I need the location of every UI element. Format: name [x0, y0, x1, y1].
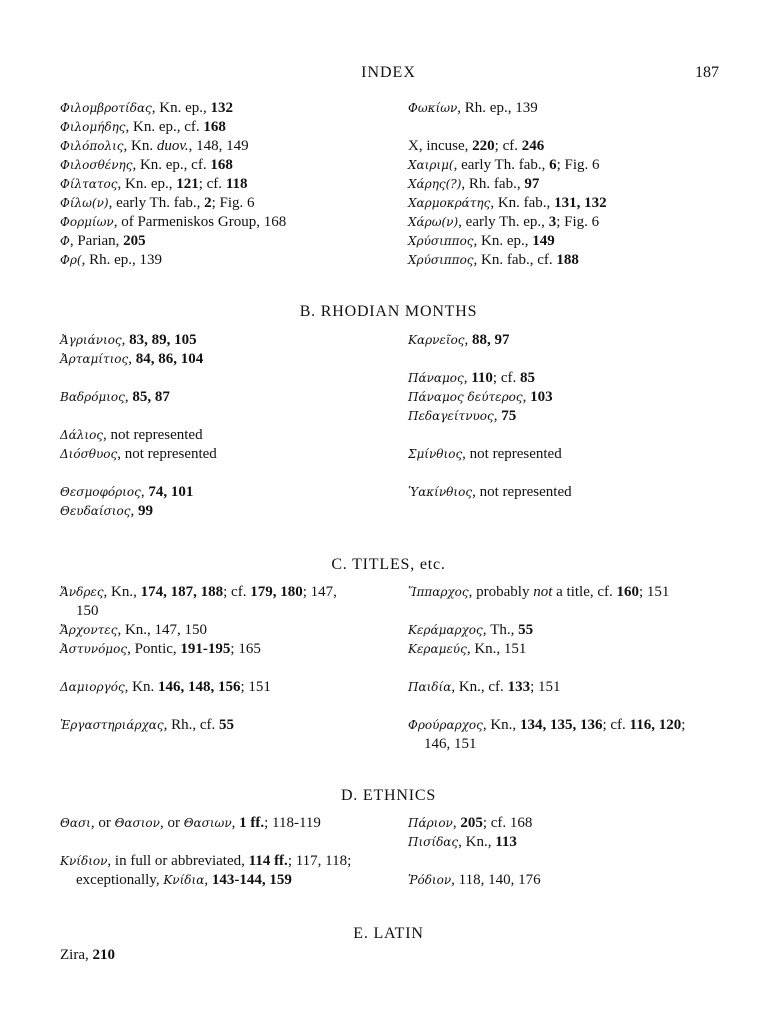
greek-headword: Χάρω(ν) [408, 215, 459, 229]
section-c-heading: C. TITLES, etc. [331, 556, 446, 573]
index-entry [408, 99, 748, 118]
greek-headword: Φιλοσθένης [60, 158, 133, 172]
index-entry [408, 735, 748, 754]
index-entry [408, 407, 748, 426]
greek-headword: Χαιριμ( [408, 158, 454, 172]
index-entry [60, 118, 400, 137]
entry-text: , in full or abbreviated, [107, 853, 249, 869]
index-entry [408, 483, 748, 502]
entry-text: , not represented [117, 446, 217, 462]
greek-headword: Παιδία [408, 680, 452, 694]
entry-spacer [60, 407, 400, 426]
index-entry [408, 388, 748, 407]
entry-text: , Kn. ep., cf. [132, 157, 211, 173]
index-entry [60, 602, 400, 621]
index-entry [408, 445, 748, 464]
entry-text: , [124, 389, 133, 405]
greek-headword: Ἀστυνόμος [60, 642, 128, 656]
entry-spacer [60, 659, 400, 678]
index-entry [60, 175, 400, 194]
bold-reference: 83, 89, 105 [129, 332, 197, 348]
bold-reference: 6 [549, 157, 557, 173]
entry-text: , [452, 815, 461, 831]
entry-spacer [408, 852, 748, 871]
entry-text: , Kn. fab., cf. [473, 252, 557, 268]
entry-text: , Kn. fab., [490, 195, 555, 211]
bold-reference: 168 [203, 119, 226, 135]
section-b-right [408, 331, 748, 502]
section-b-left [60, 331, 400, 521]
index-entry [60, 678, 400, 697]
greek-headword: Θασιον [114, 816, 160, 830]
index-entry [60, 194, 400, 213]
bold-reference: 210 [92, 947, 115, 963]
entry-text: , Kn., [458, 834, 496, 850]
entry-text: , not represented [472, 484, 572, 500]
entry-text: ; cf. [602, 717, 630, 733]
greek-headword: Ῥόδιον [408, 873, 452, 887]
bold-reference: 132 [210, 100, 234, 116]
greek-headword: Ἐργαστηριάρχας [60, 718, 164, 732]
section-d-left [60, 814, 400, 890]
entry-text: , [121, 332, 130, 348]
index-entry [408, 156, 748, 175]
greek-headword: Φορμίων [60, 215, 114, 229]
bold-reference: 114 ff. [248, 853, 288, 869]
greek-headword: Κεράμαρχος [408, 623, 483, 637]
bold-reference: 205 [460, 815, 483, 831]
bold-reference: 74, 101 [148, 484, 194, 500]
index-entry [408, 640, 748, 659]
bold-reference: 55 [518, 622, 534, 638]
entry-spacer [408, 602, 748, 621]
entry-spacer [60, 833, 400, 852]
entry-text: ; cf. [223, 584, 251, 600]
entry-text: , Kn., 147, 150 [117, 622, 208, 638]
index-entry [60, 716, 400, 735]
greek-headword: Καρνεῖος [408, 333, 465, 347]
entry-text: ; cf. [198, 176, 226, 192]
greek-headword: Φίλτατος [60, 177, 118, 191]
greek-headword: Χρύσιππος [408, 234, 474, 248]
bold-reference: 118 [225, 176, 248, 192]
index-entry [60, 871, 400, 890]
italic-text: duov. [156, 138, 189, 154]
greek-headword: Θασιων [183, 816, 232, 830]
entry-text: , Kn. ep., [473, 233, 533, 249]
entry-text: Zira, [60, 947, 93, 963]
bold-reference: 121 [176, 176, 199, 192]
index-entry [408, 213, 748, 232]
entry-text: , Rh. ep., 139 [81, 252, 162, 268]
entry-text: ; cf. [492, 370, 520, 386]
greek-headword: Φιλομβροτίδας [60, 101, 152, 115]
entry-text: 146, 151 [424, 736, 477, 752]
entry-text: , Kn. ep., [151, 100, 211, 116]
entry-text: , Th., [482, 622, 519, 638]
page-number: 187 [695, 64, 719, 81]
index-entry [408, 678, 748, 697]
entry-text: ; 118-119 [264, 815, 321, 831]
index-entry [408, 175, 748, 194]
index-entry [408, 621, 748, 640]
entry-text: , 118, 140, 176 [451, 872, 541, 888]
greek-headword: Πάναμος δεύτερος [408, 390, 523, 404]
section-c-right [408, 583, 748, 754]
greek-headword: Θασι [60, 816, 91, 830]
bold-reference: 103 [530, 389, 553, 405]
entry-text: ; 117, 118; [287, 853, 352, 869]
greek-headword: Φ [60, 234, 70, 248]
greek-headword: Πεδαγείτνυος [408, 409, 494, 423]
entry-text: , Kn., [482, 717, 520, 733]
index-entry [408, 871, 748, 890]
entry-text: a title, cf. [552, 584, 617, 600]
index-entry [60, 137, 400, 156]
running-head [0, 64, 777, 86]
entry-text: , [463, 370, 472, 386]
bold-reference: 188 [556, 252, 579, 268]
greek-headword: Χαρμοκράτης [408, 196, 491, 210]
section-d-right [408, 814, 748, 890]
greek-headword: Δάλιος [60, 428, 104, 442]
entry-text: , [204, 872, 212, 888]
entry-text: ; [681, 717, 686, 733]
section-a-left [60, 99, 400, 270]
bold-reference: 113 [495, 834, 517, 850]
bold-reference: 97 [524, 176, 540, 192]
greek-headword: Κνίδια [163, 873, 205, 887]
entry-text: , Kn. ep., [117, 176, 177, 192]
bold-reference: 131, 132 [554, 195, 607, 211]
greek-headword: Κνίδιον [60, 854, 108, 868]
entry-text: , Pontic, [127, 641, 181, 657]
entry-spacer [60, 464, 400, 483]
bold-reference: 88, 97 [472, 332, 510, 348]
entry-text: ; 147, [302, 584, 337, 600]
entry-spacer [408, 426, 748, 445]
greek-headword: Διόσθυος [60, 447, 118, 461]
section-c-left [60, 583, 400, 735]
bold-reference: 191-195 [180, 641, 231, 657]
entry-text: ; Fig. 6 [211, 195, 255, 211]
entry-text: , Rh. ep., 139 [457, 100, 538, 116]
entry-text: 150 [76, 603, 99, 619]
entry-text: ; 151 [639, 584, 670, 600]
entry-text: , Kn., [103, 584, 141, 600]
index-entry [60, 331, 400, 350]
index-entry [408, 232, 748, 251]
greek-headword: Φιλόπολις [60, 139, 124, 153]
index-entry [408, 583, 748, 602]
greek-headword: Χάρης(?) [408, 177, 462, 191]
bold-reference: 110 [471, 370, 493, 386]
entry-spacer [408, 697, 748, 716]
bold-reference: 134, 135, 136 [519, 717, 603, 733]
bold-reference: 85, 87 [132, 389, 170, 405]
bold-reference: 116, 120 [629, 717, 682, 733]
section-d-heading: D. ETHNICS [340, 787, 437, 804]
entry-text: , Kn. [124, 679, 159, 695]
page-title: INDEX [361, 64, 416, 81]
entry-spacer [60, 697, 400, 716]
greek-headword: Ἀρταμίτιος [60, 352, 129, 366]
bold-reference: 174, 187, 188 [140, 584, 224, 600]
greek-headword: Θεσμοφόριος [60, 485, 141, 499]
index-entry [408, 251, 748, 270]
greek-headword: Ἵππαρχος [408, 585, 469, 599]
greek-headword: Ἀγριάνιος [60, 333, 122, 347]
index-entry [408, 331, 748, 350]
greek-headword: Φρούραρχος [408, 718, 483, 732]
index-entry [60, 621, 400, 640]
entry-text: , of Parmeniskos Group, 168 [113, 214, 287, 230]
section-a-right [408, 99, 748, 270]
bold-reference: 179, 180 [250, 584, 303, 600]
index-entry [408, 137, 748, 156]
greek-headword: Σμίνθιος [408, 447, 463, 461]
entry-text: , Kn. ep., cf. [125, 119, 204, 135]
section-e-heading: E. LATIN [353, 925, 424, 942]
entry-text: ; 151 [240, 679, 271, 695]
section-e-left [60, 946, 400, 965]
index-entry [60, 251, 400, 270]
bold-reference: 220 [472, 138, 495, 154]
entry-text: ; Fig. 6 [556, 214, 600, 230]
italic-text: not [533, 584, 553, 600]
index-entry [408, 369, 748, 388]
entry-text: , probably [468, 584, 534, 600]
index-entry [408, 194, 748, 213]
greek-headword: Βαδρόμιος [60, 390, 125, 404]
entry-spacer [408, 464, 748, 483]
section-b-heading: B. RHODIAN MONTHS [299, 303, 478, 320]
entry-text: , Kn., 151 [466, 641, 527, 657]
bold-reference: 55 [219, 717, 235, 733]
bold-reference: 85 [519, 370, 535, 386]
index-entry [60, 213, 400, 232]
bold-reference: 133 [507, 679, 531, 695]
index-entry [60, 156, 400, 175]
entry-text: , [522, 389, 531, 405]
entry-text: , [128, 351, 136, 367]
bold-reference: 99 [137, 503, 153, 519]
greek-headword: Ἄρχοντες [60, 623, 118, 637]
entry-text: X, incuse, [408, 138, 473, 154]
index-entry [60, 99, 400, 118]
index-entry [60, 583, 400, 602]
entry-text: , not represented [462, 446, 562, 462]
entry-text: ; cf. 168 [482, 815, 533, 831]
index-entry [60, 483, 400, 502]
entry-text: , Rh. fab., [461, 176, 525, 192]
index-entry [60, 852, 400, 871]
greek-headword: Χρύσιππος [408, 253, 474, 267]
bold-reference: 205 [123, 233, 146, 249]
index-entry [60, 388, 400, 407]
greek-headword: Πάναμος [408, 371, 464, 385]
greek-headword: Πισίδας [408, 835, 459, 849]
greek-headword: Θευδαίσιος [60, 504, 131, 518]
entry-text: , Kn., cf. [451, 679, 508, 695]
index-entry [60, 445, 400, 464]
greek-headword: Φιλομήδης [60, 120, 126, 134]
entry-text: ; cf. [494, 138, 522, 154]
bold-reference: 146, 148, 156 [158, 679, 241, 695]
greek-headword: Πάριον [408, 816, 453, 830]
entry-text: , or [90, 815, 115, 831]
bold-reference: 1 ff. [239, 815, 265, 831]
entry-text: , 148, 149 [188, 138, 249, 154]
entry-text: ; 151 [530, 679, 561, 695]
entry-spacer [60, 369, 400, 388]
bold-reference: 143-144, 159 [211, 872, 292, 888]
entry-text: exceptionally, [76, 872, 164, 888]
bold-reference: 246 [521, 138, 545, 154]
index-entry [60, 232, 400, 251]
index-entry [60, 426, 400, 445]
entry-text: ; 165 [230, 641, 261, 657]
entry-text: , [493, 408, 502, 424]
greek-headword: Ἄνδρες [60, 585, 104, 599]
entry-text: , [464, 332, 473, 348]
index-entry [408, 814, 748, 833]
entry-text: , early Th. fab., [108, 195, 205, 211]
greek-headword: Φωκίων [408, 101, 458, 115]
index-entry [60, 350, 400, 369]
entry-text: , [140, 484, 149, 500]
entry-text: , early Th. fab., [453, 157, 550, 173]
greek-headword: Δαμιοργός [60, 680, 125, 694]
entry-text: , Parian, [69, 233, 124, 249]
bold-reference: 75 [501, 408, 517, 424]
bold-reference: 3 [548, 214, 557, 230]
greek-headword: Φρ( [60, 253, 82, 267]
entry-text: , or [159, 815, 184, 831]
bold-reference: 168 [210, 157, 233, 173]
entry-text: , early Th. ep., [458, 214, 549, 230]
entry-spacer [408, 350, 748, 369]
bold-reference: 149 [532, 233, 555, 249]
entry-text: , Kn. [123, 138, 157, 154]
entry-text: , [130, 503, 138, 519]
greek-headword: Ὑακίνθιος [408, 485, 473, 499]
bold-reference: 84, 86, 104 [135, 351, 204, 367]
index-entry [408, 833, 748, 852]
entry-text: , not represented [103, 427, 203, 443]
bold-reference: 160 [616, 584, 640, 600]
entry-text: , Rh., cf. [163, 717, 220, 733]
greek-headword: Κεραμεύς [408, 642, 467, 656]
bold-reference: 2 [204, 195, 212, 211]
index-entry [60, 502, 400, 521]
entry-spacer [408, 659, 748, 678]
index-entry [60, 946, 400, 965]
index-entry [60, 640, 400, 659]
entry-spacer [408, 118, 748, 137]
greek-headword: Φίλω(ν) [60, 196, 109, 210]
entry-text: ; Fig. 6 [556, 157, 600, 173]
entry-text: , [231, 815, 240, 831]
index-entry [60, 814, 400, 833]
index-entry [408, 716, 748, 735]
